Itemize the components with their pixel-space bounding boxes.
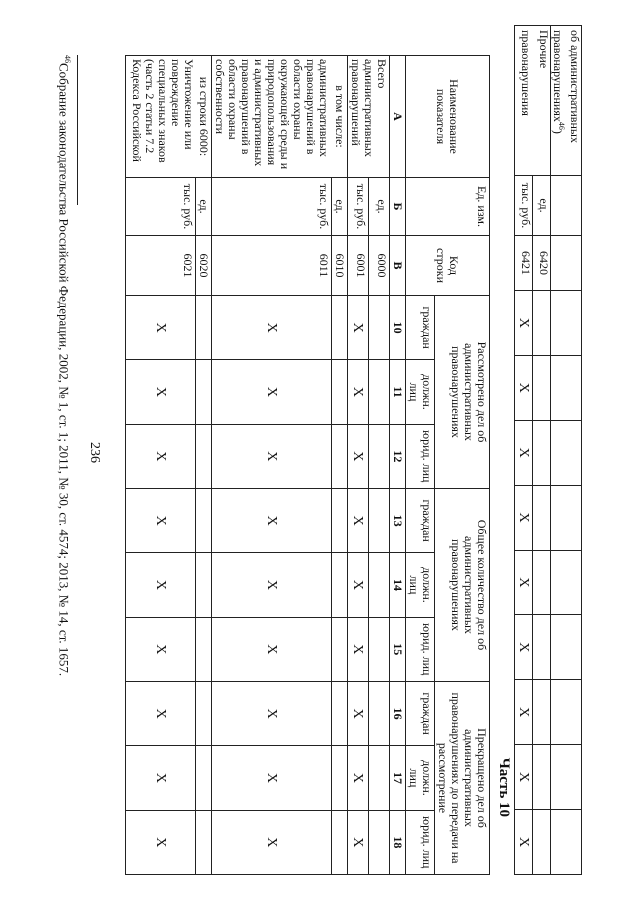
x-mark: X	[515, 745, 533, 810]
legal-subheader: юрид. лиц	[406, 810, 435, 874]
x-mark: X	[212, 488, 332, 552]
x-mark: X	[348, 296, 369, 360]
legal-subheader: юрид. лиц	[406, 617, 435, 681]
x-mark: X	[515, 355, 533, 420]
code-cell: 6001	[348, 236, 369, 296]
x-mark: X	[515, 810, 533, 875]
unit-cell: ед.	[196, 178, 212, 236]
row-name: в том числе:	[332, 56, 348, 178]
part-title: Часть 10	[496, 757, 512, 817]
x-mark: X	[212, 681, 332, 745]
x-mark: X	[515, 485, 533, 550]
table-row	[332, 56, 348, 875]
footnote-ref: 46	[557, 121, 566, 130]
table-row	[533, 26, 551, 875]
footnote	[56, 55, 72, 875]
x-mark: X	[126, 617, 196, 681]
x-mark: X	[348, 553, 369, 617]
column-number: 13	[390, 488, 406, 552]
table-row	[196, 56, 212, 875]
main-table	[126, 55, 491, 875]
code-cell	[551, 236, 582, 291]
code-header: Код строки	[406, 236, 490, 296]
row-name: административных правонарушений в области охраны окружающей среды и природопользования и административных правонарушений в области охраны собственности	[212, 56, 332, 178]
row-name: Прочие	[533, 26, 551, 176]
unit-cell	[551, 176, 582, 236]
x-mark: X	[348, 810, 369, 874]
x-mark: X	[212, 617, 332, 681]
x-mark: X	[212, 810, 332, 874]
row-name: Всего административных правонарушений	[348, 56, 390, 178]
code-cell: 6011	[212, 236, 332, 296]
row-name: правонарушения	[515, 26, 533, 176]
officials-subheader: должн. лиц	[406, 746, 435, 810]
code-cell: 6000	[369, 236, 390, 296]
x-mark: X	[348, 424, 369, 488]
citizens-subheader: граждан	[406, 681, 435, 745]
column-number: 11	[390, 360, 406, 424]
footnote-ref: 46	[63, 55, 72, 63]
x-mark: X	[212, 553, 332, 617]
initiated-header: Общее количество дел об административных правонарушениях	[435, 488, 490, 681]
column-letter: А	[390, 56, 406, 178]
x-mark: X	[348, 746, 369, 810]
x-mark: X	[126, 553, 196, 617]
officials-subheader: должн. лиц	[406, 360, 435, 424]
x-mark: X	[212, 296, 332, 360]
x-mark: X	[348, 617, 369, 681]
x-mark: X	[126, 810, 196, 874]
x-mark: X	[126, 488, 196, 552]
unit-cell: ед.	[369, 178, 390, 236]
unit-cell: ед.	[533, 176, 551, 236]
officials-subheader: должн. лиц	[406, 553, 435, 617]
header-row	[435, 56, 490, 875]
x-mark: X	[212, 746, 332, 810]
x-mark: X	[348, 681, 369, 745]
x-mark: X	[515, 615, 533, 680]
citizens-subheader: граждан	[406, 296, 435, 360]
x-mark: X	[126, 360, 196, 424]
row-name: из строки 6000:	[196, 56, 212, 178]
citizens-subheader: граждан	[406, 488, 435, 552]
x-mark: X	[515, 550, 533, 615]
code-cell: 6420	[533, 236, 551, 291]
table-row	[515, 26, 533, 875]
unit-cell: ед.	[332, 178, 348, 236]
code-cell: 6421	[515, 236, 533, 291]
footnote-rule	[77, 55, 78, 205]
continuation-table	[514, 25, 582, 875]
considered-header: Рассмотрено дел об административных правонарушениях	[435, 296, 490, 489]
row-name: Уничтожение или повреждение специальных знаков (часть 2 статьи 7.2 Кодекса Российской	[126, 56, 196, 178]
code-cell: 6010	[332, 236, 348, 296]
table-row	[126, 56, 196, 875]
row-name-end: )	[551, 129, 565, 134]
column-letter: Б	[390, 178, 406, 236]
x-mark: X	[212, 360, 332, 424]
unit-cell: тыс. руб.	[126, 178, 196, 236]
table-row	[212, 56, 332, 875]
unit-cell: тыс. руб.	[348, 178, 369, 236]
x-mark: X	[515, 291, 533, 356]
x-mark: X	[348, 360, 369, 424]
x-mark: X	[126, 681, 196, 745]
column-letter: В	[390, 236, 406, 296]
row-name: об административных правонарушениях	[551, 30, 582, 143]
x-mark: X	[126, 424, 196, 488]
unit-cell: тыс. руб.	[515, 176, 533, 236]
x-mark: X	[348, 488, 369, 552]
x-mark: X	[126, 746, 196, 810]
x-mark: X	[515, 420, 533, 485]
unit-header: Ед. изм.	[406, 178, 490, 236]
column-number: 17	[390, 746, 406, 810]
code-cell: 6020	[196, 236, 212, 296]
footnote-text: Собрание законодательства Российской Федерации, 2002, № 1, ст. 1; 2011, № 30, ст. 4574; 2013, № 14, ст. 1657.	[56, 63, 72, 677]
column-number-row	[390, 56, 406, 875]
column-number: 12	[390, 424, 406, 488]
column-number: 14	[390, 553, 406, 617]
terminated-header: Прекращено дел об административных правонарушениях до передачи на рассмотрение	[435, 681, 490, 874]
unit-cell: тыс. руб.	[212, 178, 332, 236]
indicator-header: Наименование показателя	[406, 56, 490, 178]
column-number: 18	[390, 810, 406, 874]
legal-subheader: юрид. лиц	[406, 424, 435, 488]
table-row	[551, 26, 582, 875]
x-mark: X	[212, 424, 332, 488]
column-number: 15	[390, 617, 406, 681]
row-name-cell	[551, 26, 582, 176]
column-number: 10	[390, 296, 406, 360]
column-number: 16	[390, 681, 406, 745]
x-mark: X	[515, 680, 533, 745]
table-row	[369, 56, 390, 875]
page-number: 236	[87, 442, 102, 463]
code-cell: 6021	[126, 236, 196, 296]
x-mark: X	[126, 296, 196, 360]
table-row	[348, 56, 369, 875]
